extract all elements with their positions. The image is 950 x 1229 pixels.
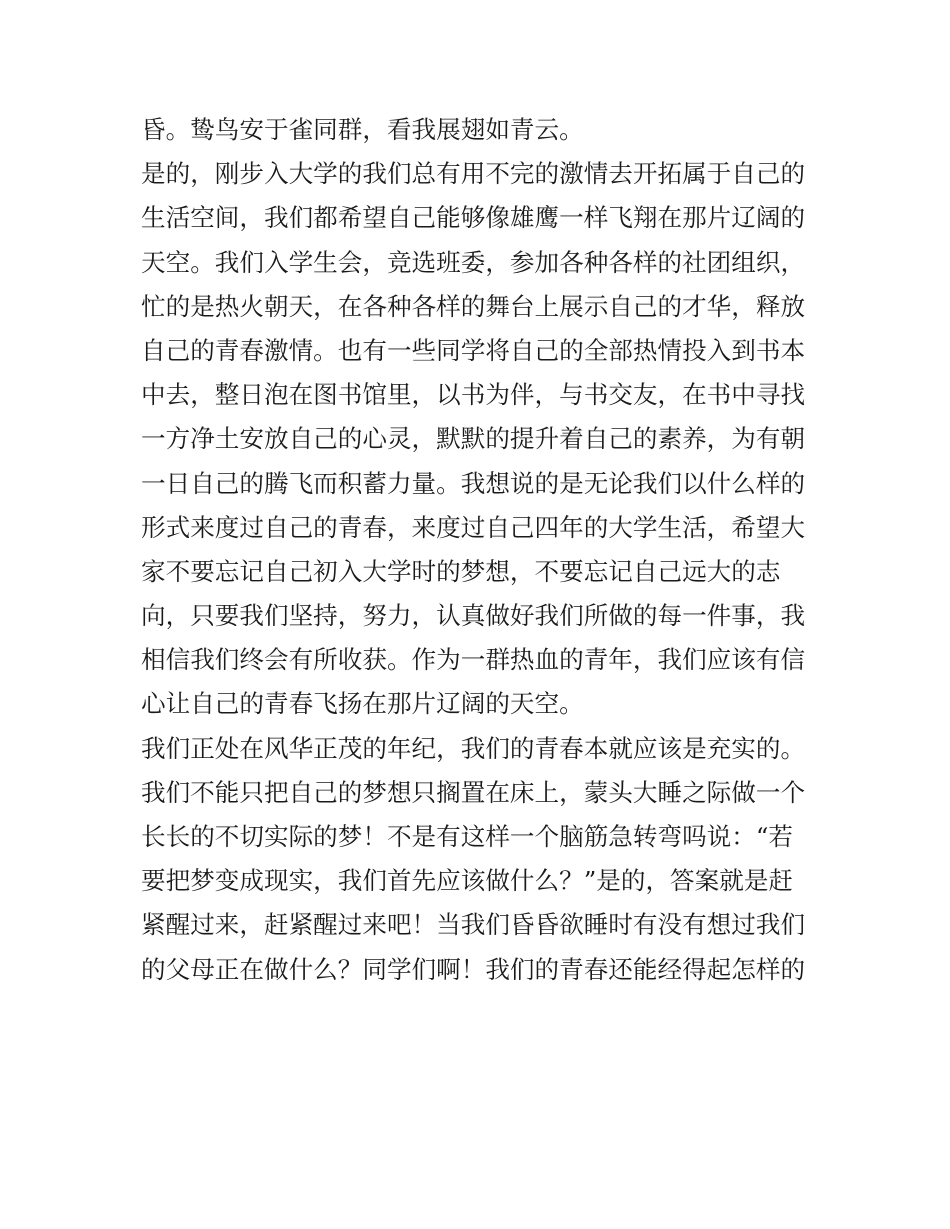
body-text: [141, 108, 821, 992]
text-line: 生活空间，我们都希望自己能够像雄鹰一样飞翔在那片辽阔的: [141, 203, 806, 233]
text-line: 形式来度过自己的青春，来度过自己四年的大学生活，希望大: [141, 512, 806, 542]
text-line: 昏。鸷鸟安于雀同群，看我展翅如青云。: [141, 115, 584, 144]
text-line: 紧醒过来，赶紧醒过来吧！当我们昏昏欲睡时有没有想过我们: [141, 910, 806, 940]
text-line: 忙的是热火朝天，在各种各样的舞台上展示自己的才华，释放: [141, 291, 806, 321]
text-line: 中去，整日泡在图书馆里，以书为伴，与书交友，在书中寻找: [141, 380, 806, 410]
text-line: 的父母正在做什么？同学们啊！我们的青春还能经得起怎样的: [141, 954, 806, 984]
text-line: 天空。我们入学生会，竞选班委，参加各种各样的社团组织，: [141, 247, 806, 277]
text-line: 相信我们终会有所收获。作为一群热血的青年，我们应该有信: [141, 645, 806, 675]
text-line: 心让自己的青春飞扬在那片辽阔的天空。: [141, 689, 584, 719]
text-line: 家不要忘记自己初入大学时的梦想，不要忘记自己远大的志: [141, 556, 781, 586]
text-line: 自己的青春激情。也有一些同学将自己的全部热情投入到书本: [141, 335, 806, 365]
text-line: 我们不能只把自己的梦想只搁置在床上，蒙头大睡之际做一个: [141, 777, 806, 807]
text-line: 一方净土安放自己的心灵，默默的提升着自己的素养，为有朝: [141, 424, 806, 454]
text-line: 要把梦变成现实，我们首先应该做什么？”是的，答案就是赶: [141, 866, 794, 896]
text-line: 我们正处在风华正茂的年纪，我们的青春本就应该是充实的。: [141, 733, 806, 763]
text-line: 长长的不切实际的梦！不是有这样一个脑筋急转弯吗说：“若: [141, 822, 794, 851]
text-line: 是的，刚步入大学的我们总有用不完的激情去开拓属于自己的: [141, 159, 806, 189]
text-line: 一日自己的腾飞而积蓄力量。我想说的是无论我们以什么样的: [141, 468, 806, 498]
text-line: 向，只要我们坚持，努力，认真做好我们所做的每一件事，我: [141, 601, 806, 631]
